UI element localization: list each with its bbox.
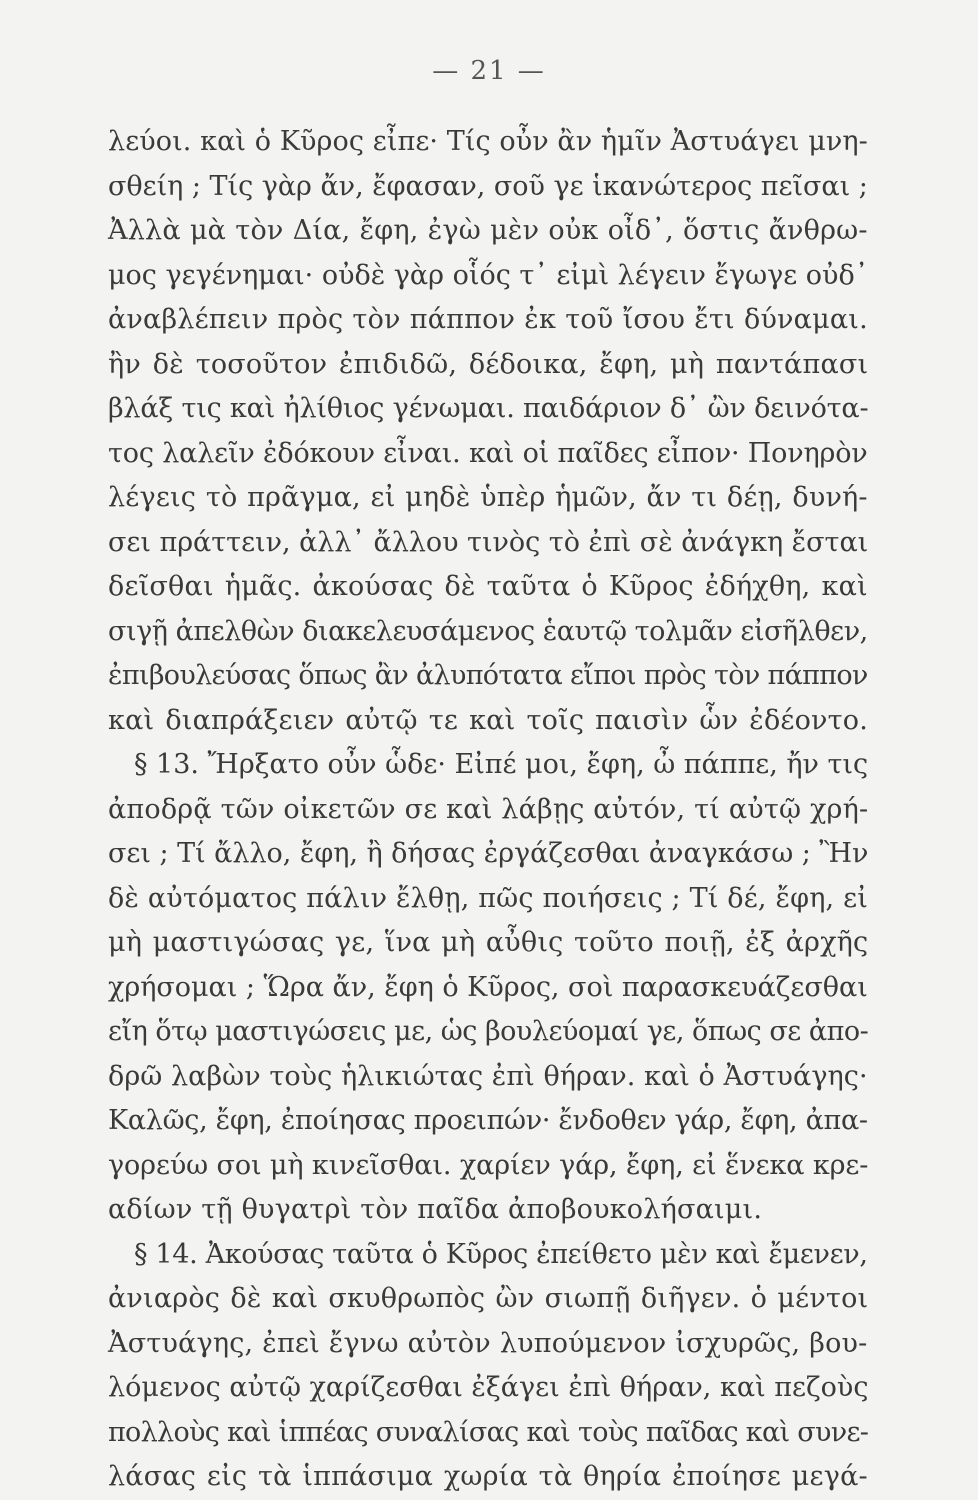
page-number: — 21 — xyxy=(432,56,546,86)
text-line: ἀναβλέπειν πρὸς τὸν πάππον ἐκ τοῦ ἴσου ἔτι δύναμαι. xyxy=(108,304,868,335)
text-line: Καλῶς, ἔφη, ἐποίησας προειπών· ἔνδοθεν γάρ, ἔφη, ἀπα- xyxy=(108,1105,868,1136)
text-line: καὶ διαπράξειεν αὐτῷ τε καὶ τοῖς παισὶν ὧν ἐδέοντο. xyxy=(108,704,869,736)
text-line: δεῖσθαι ἡμᾶς. ἀκούσας δὲ ταῦτα ὁ Κῦρος ἐδήχθη, καὶ xyxy=(108,571,868,602)
text-line: ἐπιβουλεύσας ὅπως ἂν ἀλυπότατα εἴποι πρὸς τὸν πάππον xyxy=(108,660,868,691)
text-line: βλάξ τις καὶ ἠλίθιος γένωμαι. παιδάριον δ᾽ ὢν δεινότα- xyxy=(108,393,869,424)
text-line: σει πράττειν, ἀλλ᾽ ἄλλου τινὸς τὸ ἐπὶ σὲ ἀνάγκη ἔσται xyxy=(108,526,869,558)
text-line: Ἀστυάγης, ἐπεὶ ἔγνω αὐτὸν λυπούμενον ἰσχυρῶς, βου- xyxy=(108,1327,868,1359)
text-line: δρῶ λαβὼν τοὺς ἡλικιώτας ἐπὶ θήραν. καὶ ὁ Ἀστυάγης· xyxy=(108,1060,868,1092)
text-line: Ἀλλὰ μὰ τὸν Δία, ἔφη, ἐγὼ μὲν οὐκ οἶδ᾽, ὅστις ἄνθρω- xyxy=(108,215,868,246)
text-line: γορεύω σοι μὴ κινεῖσθαι. χαρίεν γάρ, ἔφη, εἰ ἕνεκα κρε- xyxy=(108,1149,869,1181)
text-line: ἀνιαρὸς δὲ καὶ σκυθρωπὸς ὢν σιωπῇ διῆγεν. ὁ μέντοι xyxy=(108,1283,869,1314)
text-line: πολλοὺς καὶ ἱππέας συναλίσας καὶ τοὺς παῖδας καὶ συνε- xyxy=(108,1416,869,1448)
text-line: χρήσομαι ; Ὥρα ἄν, ἔφη ὁ Κῦρος, σοὶ παρασκευάζεσθαι xyxy=(108,971,868,1003)
text-line: λέγεις τὸ πρᾶγμα, εἰ μηδὲ ὑπὲρ ἡμῶν, ἄν τι δέῃ, δυνή- xyxy=(108,482,868,513)
text-line: σει ; Τί ἄλλο, ἔφη, ἢ δήσας ἐργάζεσθαι ἀναγκάσω ; Ἢν xyxy=(108,838,869,869)
text-line: ἢν δὲ τοσοῦτον ἐπιδιδῶ, δέδοικα, ἔφη, μὴ παντάπασι xyxy=(108,348,869,380)
text-line: αδίων τῇ θυγατρὶ τὸν παῖδα ἀποβουκολήσαιμι. xyxy=(108,1194,763,1225)
text-line: εἴη ὅτῳ μαστιγώσεις με, ὡς βουλεύομαί γε, ὅπως σε ἀπο- xyxy=(108,1016,869,1047)
text-line: σιγῇ ἀπελθὼν διακελευσάμενος ἑαυτῷ τολμᾶν εἰσῆλθεν, xyxy=(108,615,868,647)
text-line: § 13. Ἤρξατο οὖν ὧδε· Εἰπέ μοι, ἔφη, ὦ πάππε, ἤν τις xyxy=(134,749,869,780)
text-line: μος γεγένημαι· οὐδὲ γὰρ οἷός τ᾽ εἰμὶ λέγειν ἔγωγε οὐδ᾽ xyxy=(108,259,869,291)
text-line: δὲ αὐτόματος πάλιν ἔλθῃ, πῶς ποιήσεις ; Τί δέ, ἔφη, εἰ xyxy=(108,882,869,914)
text-line: ἀποδρᾷ τῶν οἰκετῶν σε καὶ λάβῃς αὐτόν, τί αὐτῷ χρή- xyxy=(108,793,869,825)
text-block xyxy=(108,120,868,1500)
text-line: λόμενος αὐτῷ χαρίζεσθαι ἐξάγει ἐπὶ θήραν, καὶ πεζοὺς xyxy=(108,1372,869,1403)
text-line: λεύοι. καὶ ὁ Κῦρος εἶπε· Τίς οὖν ἂν ἡμῖν Ἀστυάγει μνη- xyxy=(108,126,868,157)
text-line: σθείη ; Τίς γὰρ ἄν, ἔφασαν, σοῦ γε ἱκανώτερος πεῖσαι ; xyxy=(108,170,868,202)
text-line: τος λαλεῖν ἐδόκουν εἶναι. καὶ οἱ παῖδες εἶπον· Πονηρὸν xyxy=(108,437,868,469)
text-line: λάσας εἰς τὰ ἱππάσιμα χωρία τὰ θηρία ἐποίησε μεγά- xyxy=(108,1461,868,1492)
text-line: § 14. Ἀκούσας ταῦτα ὁ Κῦρος ἐπείθετο μὲν καὶ ἔμενεν, xyxy=(134,1238,868,1270)
text-line: μὴ μαστιγώσας γε, ἵνα μὴ αὖθις τοῦτο ποιῇ, ἐξ ἀρχῆς xyxy=(108,927,869,958)
